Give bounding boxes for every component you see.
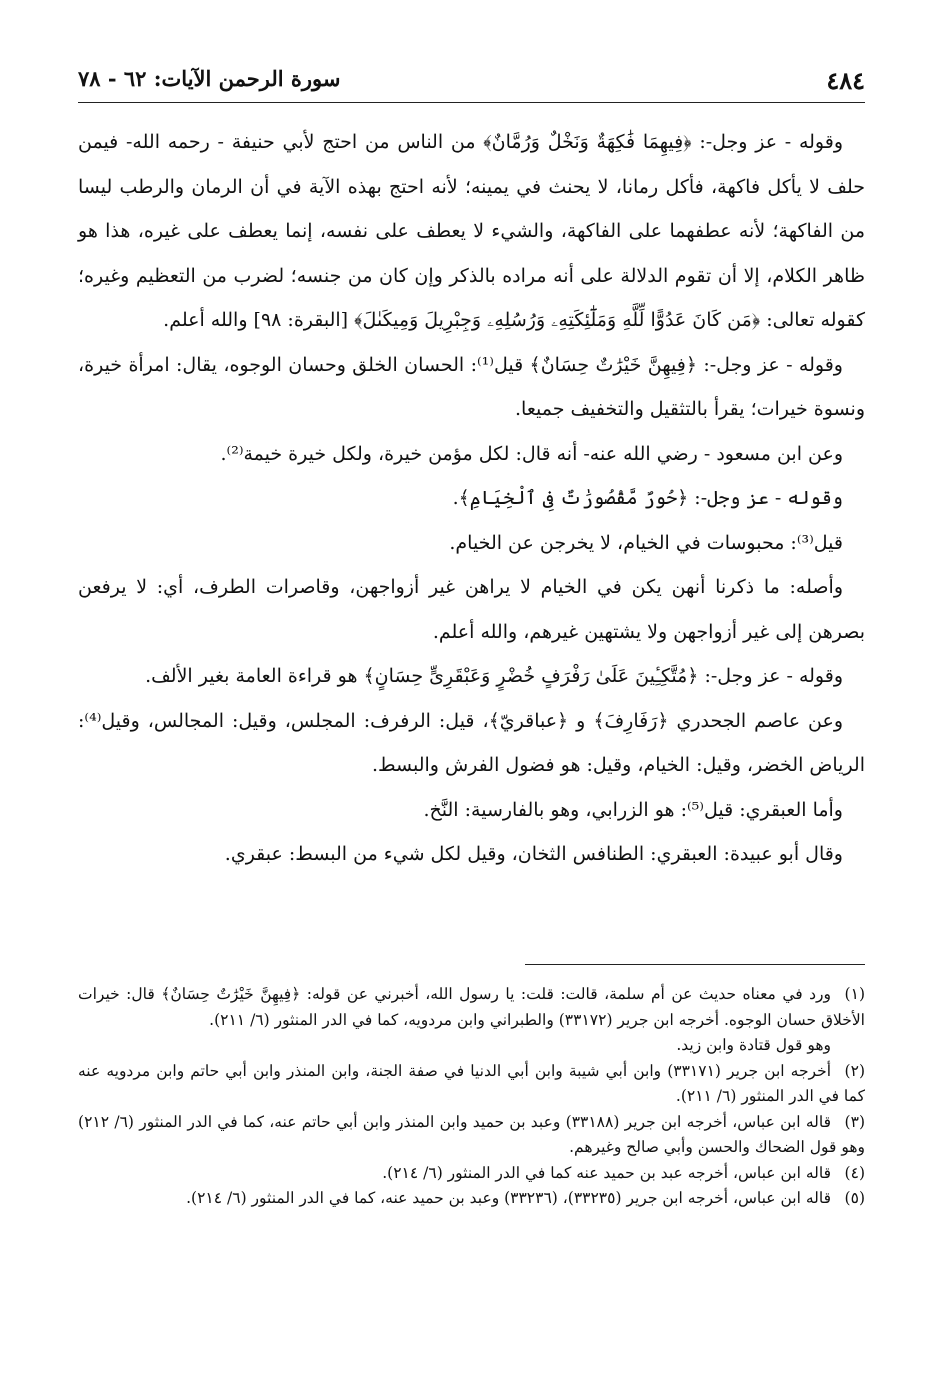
paragraph: وقوله - عز وجل-: ﴿مُتَّكِـِٔينَ عَلَىٰ رَفْرَفٍ خُضْرٍ وَعَبْقَرِىٍّ حِسَانٍ﴾ هو قراءة العامة بغير الألف. bbox=[145, 665, 843, 687]
paragraph: وقوله - عز وجل-: ﴿حُورٌ مَّقْصُورَٰتٌ فِى ٱلْخِيَامِ﴾. bbox=[452, 487, 843, 509]
paragraph: وأصله: ما ذكرنا أنهن يكن في الخيام لا يراهن غير أزواجهن، وقاصرات الطرف، أي: لا يرفعن بصرهن إلى غير أزواجهن ولا يشتهين غيرهم، والله أعلم. bbox=[78, 576, 865, 643]
footnote bbox=[78, 1033, 865, 1059]
page-header bbox=[78, 52, 865, 103]
footnote-divider bbox=[525, 964, 865, 965]
footnote bbox=[78, 1186, 865, 1212]
paragraph: وعن ابن مسعود - رضي الله عنه- أنه قال: لكل مؤمن خيرة، ولكل خيرة خيمة⁽²⁾. bbox=[220, 442, 843, 465]
footnote-number: (٢) bbox=[844, 1061, 865, 1080]
paragraph: قيل⁽³⁾: محبوسات في الخيام، لا يخرجن عن الخيام. bbox=[449, 531, 843, 554]
page-number: ٤٨٤ bbox=[826, 66, 865, 95]
footnote bbox=[78, 1161, 865, 1187]
paragraph: وقوله - عز وجل-: ﴿فِيهِمَا فَٰكِهَةٌ وَنَخْلٌ وَرُمَّانٌ﴾ من الناس من احتج لأبي حنيفة - رحمه الله- فيمن حلف لا يأكل فاكهة، فأكل رمانا، لا يحنث في يمينه؛ لأنه احتج بهذه الآية في أن الرمان والرطب ليسا من الفاكهة؛ لأنه عطفهما على الفاكهة، والشيء لا يعطف على نفسه، إنما يعطف على غيره، هذا هو ظاهر الكلام، إلا أن تقوم الدلالة على أنه مراده بالذكر وإن كان من جنسه؛ لضرب من التعظيم وغيره؛ كقوله تعالى: ﴿مَن كَانَ عَدُوًّا لِّلَّهِ وَمَلَٰٓئِكَتِهِۦ وَرُسُلِهِۦ وَجِبْرِيلَ وَمِيكَىٰلَ﴾ [البقرة: ٩٨] والله أعلم. bbox=[78, 131, 865, 331]
surah-title: سورة الرحمن الآيات: ٦٢ - ٧٨ bbox=[78, 66, 341, 91]
footnote-number: (٥) bbox=[844, 1189, 865, 1207]
footnote-text: قاله ابن عباس، أخرجه عبد بن حميد عنه كما في الدر المنثور (٦/ ٢١٤). bbox=[382, 1163, 831, 1182]
main-text bbox=[78, 120, 865, 877]
footnote-text: قاله ابن عباس، أخرجه ابن جرير (٣٣٢٣٥)، (٣٣٢٣٦) وعبد بن حميد عنه، كما في الدر المنثور (٦/ ٢١٤). bbox=[186, 1189, 831, 1207]
footnote-text: أخرجه ابن جرير (٣٣١٧١) وابن أبي شيبة وابن أبي الدنيا في صفة الجنة، وابن المنذر وابن أبي حاتم وابن مردويه عنه كما في الدر المنثور (٦/ ٢١١). bbox=[78, 1061, 865, 1105]
footnote-number: (١) bbox=[844, 985, 865, 1003]
footnote bbox=[78, 982, 865, 1033]
footnote-text: وهو قول قتادة وابن زيد. bbox=[676, 1036, 831, 1054]
footnote-text: ورد في معناه حديث عن أم سلمة، قالت: قلت: يا رسول الله، أخبرني عن قوله: ﴿فِيهِنَّ خَيْرَٰتٌ حِسَانٌ﴾ قال: خيرات الأخلاق حسان الوجوه. أخرجه ابن جرير (٣٣١٧٢) والطبراني وابن مردويه، كما في الدر المنثور (٦/ ٢١١). bbox=[78, 985, 865, 1029]
paragraph: وأما العبقري: قيل⁽⁵⁾: هو الزرابي، وهو بالفارسية: النَّخ. bbox=[423, 798, 843, 821]
footnote-number: (٣) bbox=[844, 1112, 865, 1131]
footnotes bbox=[78, 982, 865, 1212]
footnote bbox=[78, 1110, 865, 1161]
paragraph: وعن عاصم الجحدري ﴿رَفَارِفَ﴾ و ﴿عباقريّ﴾، قيل: الرفرف: المجلس، وقيل: المجالس، وقيل⁽⁴⁾: الرياض الخضر، وقيل: الخيام، وقيل: هو فضول الفرش والبسط. bbox=[78, 709, 865, 776]
paragraph: وقوله - عز وجل-: ﴿فِيهِنَّ خَيْرَٰتٌ حِسَانٌ﴾ قيل⁽¹⁾: الحسان الخلق وحسان الوجوه، يقال: امرأة خيرة، ونسوة خيرات؛ يقرأ بالتثقيل والتخفيف جميعا. bbox=[78, 353, 865, 420]
footnote bbox=[78, 1059, 865, 1110]
footnote-text: قاله ابن عباس، أخرجه ابن جرير (٣٣١٨٨) وعبد بن حميد وابن المنذر وابن أبي حاتم عنه، كما في الدر المنثور (٦/ ٢١٢) وهو قول الضحاك والحسن وأبي صالح وغيرهم. bbox=[78, 1112, 865, 1156]
footnote-number: (٤) bbox=[844, 1163, 865, 1182]
paragraph: وقال أبو عبيدة: العبقري: الطنافس الثخان، وقيل لكل شيء من البسط: عبقري. bbox=[224, 843, 843, 865]
